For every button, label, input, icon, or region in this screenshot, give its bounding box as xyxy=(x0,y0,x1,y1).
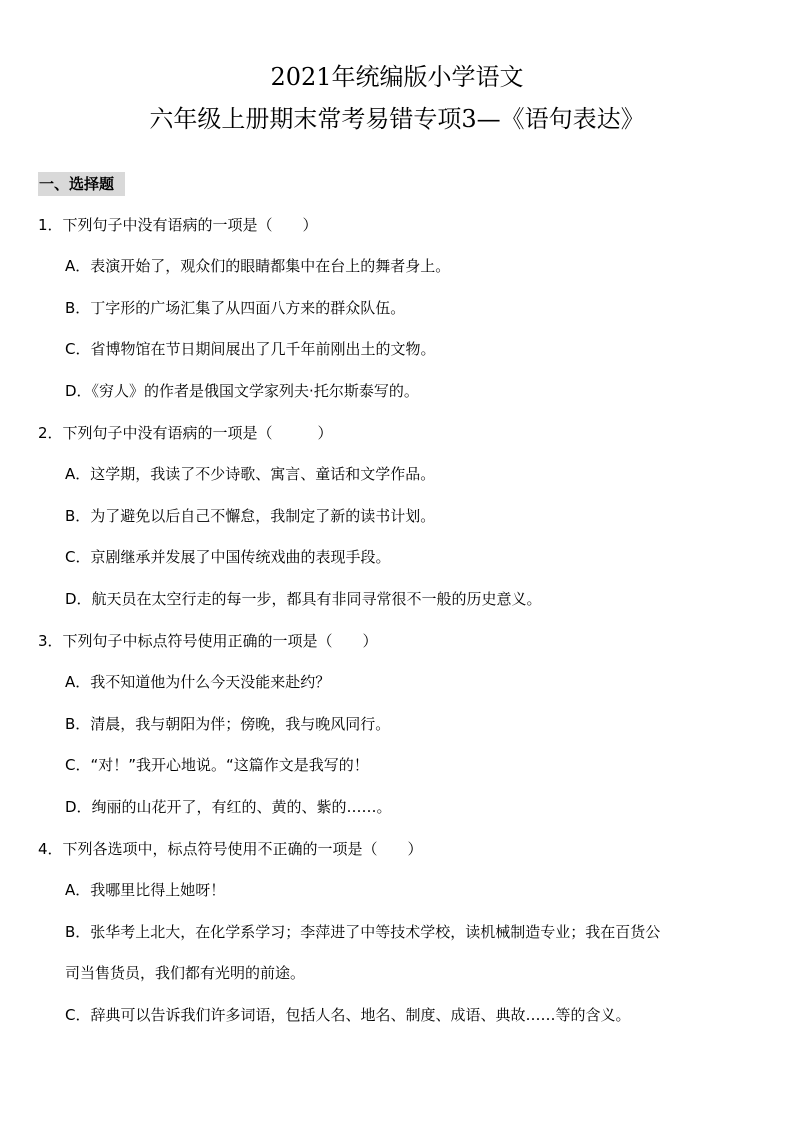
question-3-stem: 3．下列句子中标点符号使用正确的一项是（ ） xyxy=(38,632,378,650)
question-1-option-b: B．丁字形的广场汇集了从四面八方来的群众队伍。 xyxy=(65,299,406,317)
section-heading: 一、选择题 xyxy=(38,172,125,196)
question-3-option-c: C．“对！”我开心地说。“这篇作文是我写的！ xyxy=(65,756,369,774)
question-1-option-c: C．省博物馆在节日期间展出了几千年前刚出土的文物。 xyxy=(65,340,436,358)
question-3-option-a: A．我不知道他为什么今天没能来赴约？ xyxy=(65,673,331,691)
question-4-option-a: A．我哪里比得上她呀！ xyxy=(65,881,226,899)
question-3-option-b: B．清晨，我与朝阳为伴；傍晚，我与晚风同行。 xyxy=(65,715,391,733)
document-title-line-2: 六年级上册期末常考易错专项3—《语句表达》 xyxy=(149,105,645,133)
question-1-option-a: A．表演开始了，观众们的眼睛都集中在台上的舞者身上。 xyxy=(65,257,451,275)
question-1-option-d: D．《穷人》的作者是俄国文学家列夫·托尔斯泰写的。 xyxy=(65,382,419,400)
question-4-option-b: B．张华考上北大，在化学系学习；李萍进了中等技术学校，读机械制造专业；我在百货公 xyxy=(65,923,661,941)
question-2-option-a: A．这学期，我读了不少诗歌、寓言、童话和文学作品。 xyxy=(65,465,436,483)
question-4-option-b-continued: 司当售货员，我们都有光明的前途。 xyxy=(65,964,306,982)
question-2-option-b: B．为了避免以后自己不懈怠，我制定了新的读书计划。 xyxy=(65,507,436,525)
question-2-stem: 2．下列句子中没有语病的一项是（ ） xyxy=(38,424,333,442)
question-2-option-d: D．航天员在太空行走的每一步，都具有非同寻常很不一般的历史意义。 xyxy=(65,590,542,608)
document-title-line-1: 2021年统编版小学语文 xyxy=(270,63,524,91)
question-4-stem: 4．下列各选项中，标点符号使用不正确的一项是（ ） xyxy=(38,840,423,858)
question-2-option-c: C．京剧继承并发展了中国传统戏曲的表现手段。 xyxy=(65,548,391,566)
question-1-stem: 1．下列句子中没有语病的一项是（ ） xyxy=(38,216,318,234)
question-3-option-d: D．绚丽的山花开了，有红的、黄的、紫的……。 xyxy=(65,798,392,816)
question-4-option-c: C．辞典可以告诉我们许多词语，包括人名、地名、制度、成语、典故……等的含义。 xyxy=(65,1006,631,1024)
